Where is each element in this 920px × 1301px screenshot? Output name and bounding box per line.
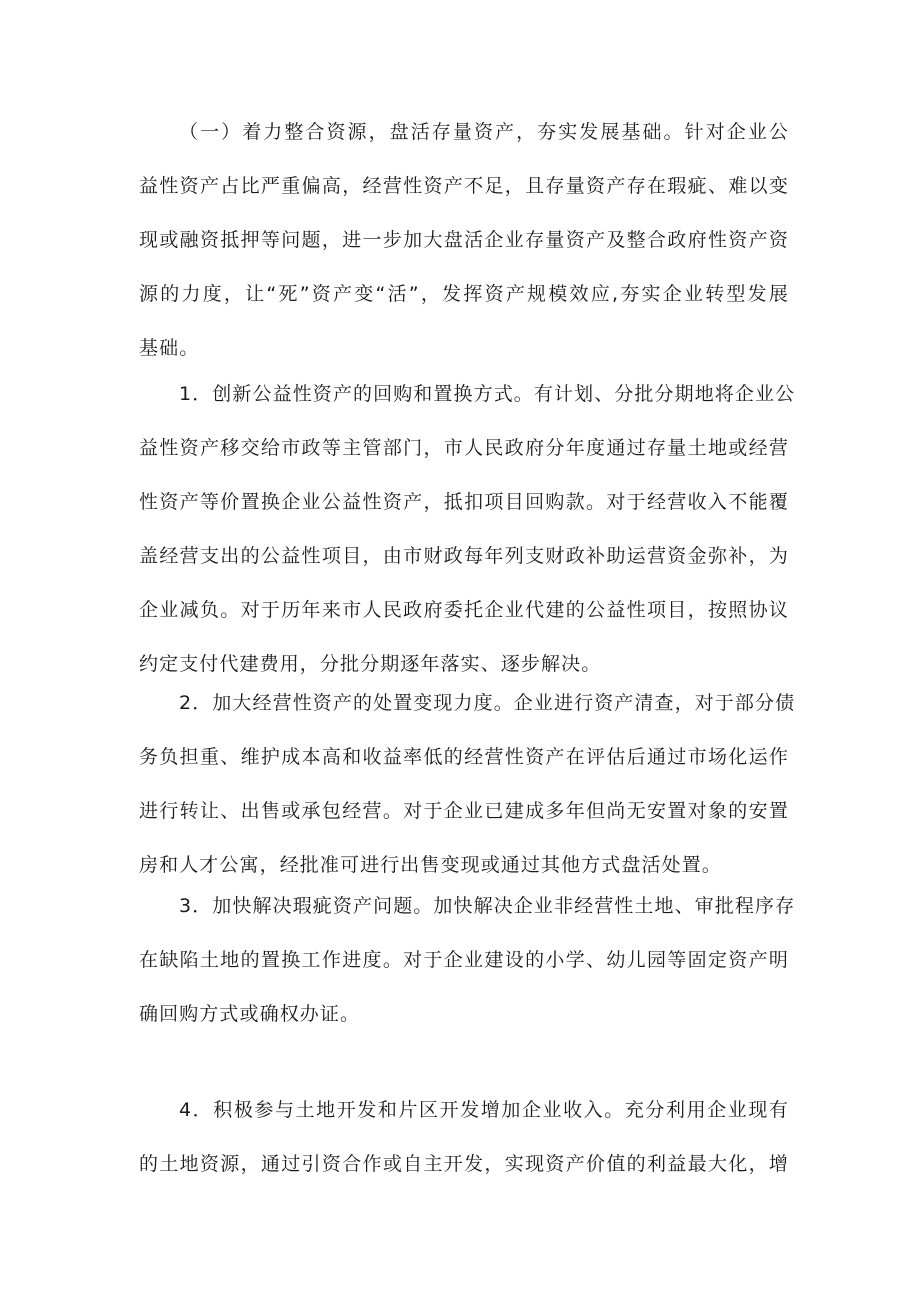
paragraph-section-1 xyxy=(139,115,789,385)
text-line: 2．加大经营性资产的处置变现力度。企业进行资产清查，对于部分债 xyxy=(179,692,796,714)
text-line: 益性资产移交给市政等主管部门，市人民政府分年度通过存量土地或经营 xyxy=(139,437,789,459)
text-line: 现或融资抵押等问题，进一步加大盘活企业存量资产及整合政府性资产资 xyxy=(139,229,789,251)
text-line: 在缺陷土地的置换工作进度。对于企业建设的小学、幼儿园等固定资产明 xyxy=(139,949,789,971)
text-line: 源的力度，让“死”资产变“活”，发挥资产规模效应,夯实企业转型发展 xyxy=(139,283,789,305)
text-line: 约定支付代建费用，分批分期逐年落实、逐步解决。 xyxy=(139,653,602,675)
text-line: 的土地资源，通过引资合作或自主开发，实现资产价值的利益最大化，增 xyxy=(139,1153,789,1175)
text-line: 基础。 xyxy=(139,337,200,359)
text-line: （一）着力整合资源，盘活存量资产，夯实发展基础。针对企业公 xyxy=(179,121,789,143)
paragraph-item-2 xyxy=(139,686,796,902)
paragraph-item-1 xyxy=(139,377,796,701)
text-line: 确回购方式或确权办证。 xyxy=(139,1003,361,1025)
text-line: 房和人才公寓，经批准可进行出售变现或通过其他方式盘活处置。 xyxy=(139,854,722,876)
text-line: 企业减负。对于历年来市人民政府委托企业代建的公益性项目，按照协议 xyxy=(139,599,789,621)
text-line: 进行转让、出售或承包经营。对于企业已建成多年但尚无安置对象的安置 xyxy=(139,800,789,822)
text-line: 益性资产占比严重偏高，经营性资产不足，且存量资产存在瑕疵、难以变 xyxy=(139,175,789,197)
text-line: 1．创新公益性资产的回购和置换方式。有计划、分批分期地将企业公 xyxy=(179,383,796,405)
paragraph-item-3 xyxy=(139,889,796,1051)
text-line: 务负担重、维护成本高和收益率低的经营性资产在评估后通过市场化运作 xyxy=(139,746,789,768)
text-line: 性资产等价置换企业公益性资产，抵扣项目回购款。对于经营收入不能覆 xyxy=(139,491,789,513)
text-line: 盖经营支出的公益性项目，由市财政每年列支财政补助运营资金弥补，为 xyxy=(139,545,789,567)
text-line: 4．积极参与土地开发和片区开发增加企业收入。充分利用企业现有 xyxy=(179,1099,789,1121)
text-line: 3．加快解决瑕疵资产问题。加快解决企业非经营性土地、审批程序存 xyxy=(179,895,796,917)
paragraph-item-4 xyxy=(139,1093,789,1201)
